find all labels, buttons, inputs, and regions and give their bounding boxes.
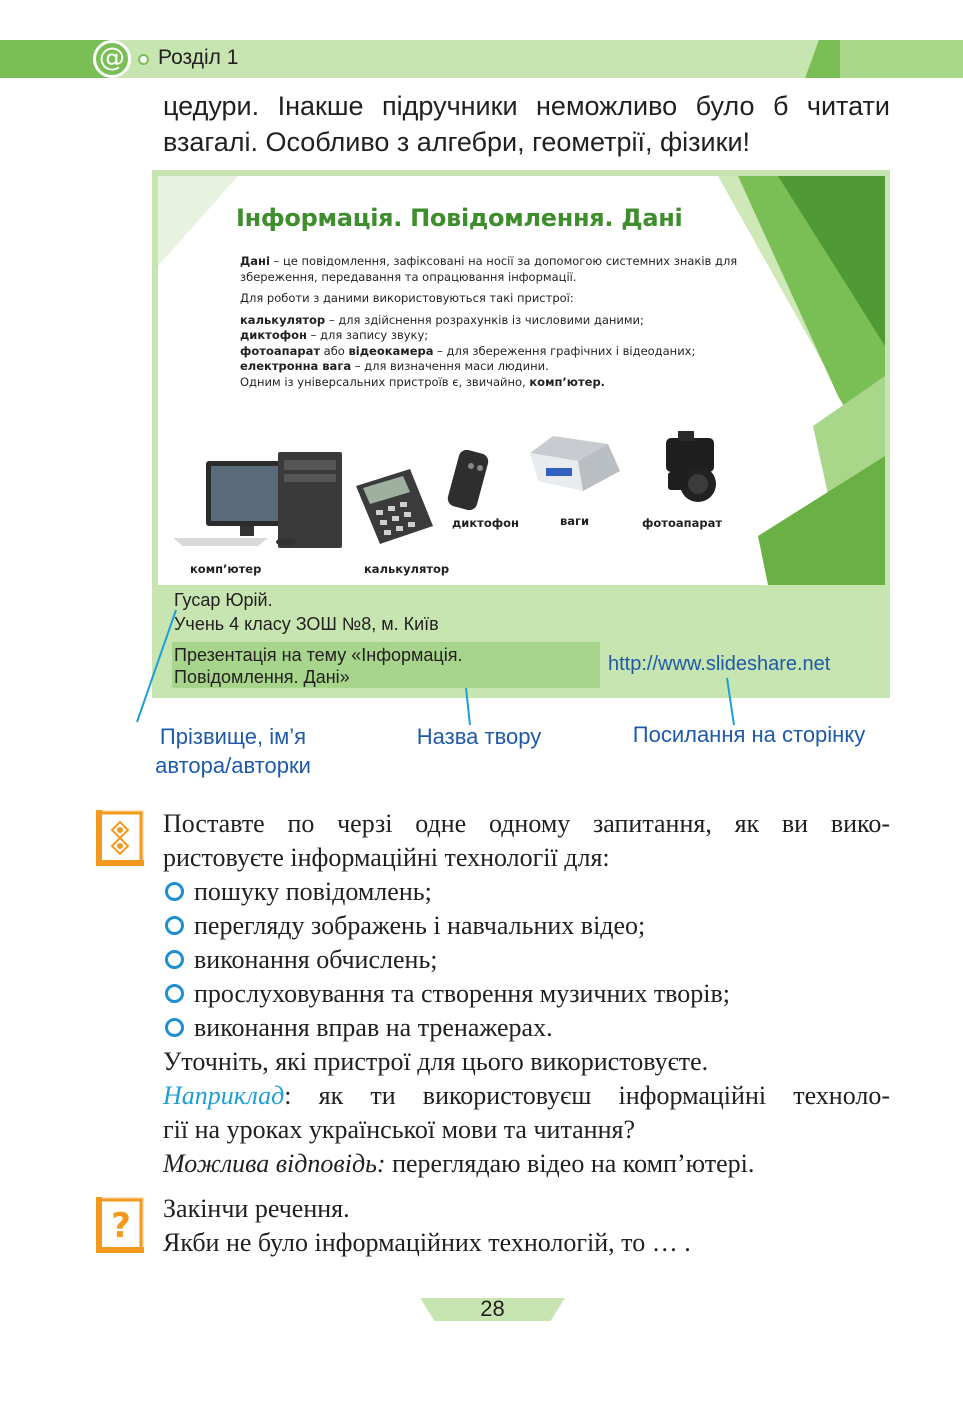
list-item-text: пошуку повідомлень;: [194, 877, 432, 906]
device-name: відеокамера: [348, 343, 434, 358]
intro-line: цедури. Інакше підручники неможливо було б читати: [163, 91, 890, 121]
caption-dictaphone: диктофон: [452, 516, 519, 530]
circle-bullet-icon: [165, 916, 184, 935]
example-text: : як ти використовуєш інформаційні техноло-: [284, 1081, 890, 1110]
list-item: [163, 977, 890, 1011]
device-name: диктофон: [240, 328, 307, 342]
page-number: 28: [480, 1296, 505, 1321]
caption-camera: фотоапарат: [642, 516, 723, 530]
caption-computer: комп’ютер: [190, 562, 262, 576]
answer-label: Можлива відповідь:: [163, 1149, 386, 1178]
author-name: Гусар Юрій.: [174, 590, 273, 610]
list-item-text: виконання вправ на тренажерах.: [194, 1013, 553, 1042]
device-name: калькулятор: [240, 312, 326, 327]
device-name: електронна вага: [240, 359, 352, 373]
devices-intro: Для роботи з даними використовуються такі пристрої:: [240, 291, 574, 305]
device-desc: – для запису звуку;: [306, 328, 429, 342]
task-line: Закінчи речення.: [163, 1194, 350, 1223]
list-item: [163, 943, 890, 977]
definition-text: – це повідомлення, зафіксовані на носії за допомогою системних знаків для збереження, передавання та опрацювання інформації.: [240, 254, 738, 284]
list-item: [163, 875, 890, 909]
list-item: [163, 909, 890, 943]
work-title-line: Презентація на тему «Інформація.: [174, 645, 463, 665]
task-line: ристовуєте інформаційні технології для:: [163, 843, 610, 872]
task-complete-sentence: [163, 1192, 890, 1260]
callout-text: автора/авторки: [155, 753, 311, 778]
task-line: Уточніть, які пристрої для цього використовуєте.: [163, 1047, 709, 1076]
callout-link: Посилання на сторінку: [632, 722, 866, 747]
discussion-icon: [96, 810, 144, 866]
author-school: Учень 4 класу ЗОШ №8, м. Київ: [174, 614, 439, 634]
intro-line: взагалі. Особливо з алгебри, геометрії, фізики!: [163, 127, 751, 157]
callout-work: Назва твору: [416, 724, 542, 749]
universal-bold: комп’ютер.: [529, 374, 606, 389]
example-label: Наприклад: [163, 1081, 285, 1110]
callout-author: [128, 722, 338, 780]
task-line: Поставте по черзі одне одному запитання, як ви вико-: [163, 809, 890, 838]
circle-bullet-icon: [165, 950, 184, 969]
device-name: фотоапарат: [240, 343, 321, 358]
device-desc: – для визначення маси людини.: [351, 359, 549, 373]
example-line: [163, 1079, 890, 1113]
chapter-title: Розділ 1: [158, 46, 239, 69]
list-item-text: виконання обчислень;: [194, 945, 438, 974]
circle-bullet-icon: [165, 882, 184, 901]
universal-text: Одним із універсальних пристроїв є, звичайно,: [240, 374, 530, 389]
circle-bullet-icon: [165, 984, 184, 1003]
device-connector: або: [320, 343, 349, 358]
list-item-text: прослуховування та створення музичних творів;: [194, 979, 731, 1008]
answer-text: переглядаю відео на комп’ютері.: [385, 1149, 755, 1178]
caption-calculator: калькулятор: [364, 562, 450, 576]
task-discussion: [163, 807, 890, 1181]
list-item: [163, 1011, 890, 1045]
caption-scales: ваги: [560, 514, 590, 528]
term-bold: Дані: [240, 254, 270, 268]
callout-text: Прізвище, ім’я: [159, 724, 307, 749]
device-desc: – для здійснення розрахунків із числовими даними;: [325, 312, 644, 327]
svg-text:?: ?: [111, 1206, 131, 1246]
slide-title: Інформація. Повідомлення. Дані: [236, 204, 683, 232]
example-line: гії на уроках української мови та читання?: [163, 1115, 635, 1144]
task-line: Якби не було інформаційних технологій, то … .: [163, 1228, 691, 1257]
source-link[interactable]: http://www.slideshare.net: [608, 653, 831, 675]
device-desc: – для збереження графічних і відеоданих;: [433, 343, 696, 358]
question-icon: [96, 1197, 144, 1253]
at-icon: @: [93, 40, 131, 78]
list-item-text: перегляду зображень і навчальних відео;: [194, 911, 646, 940]
circle-bullet-icon: [165, 1018, 184, 1037]
work-title-line: Повідомлення. Дані»: [174, 667, 350, 687]
answer-line: [163, 1147, 890, 1181]
